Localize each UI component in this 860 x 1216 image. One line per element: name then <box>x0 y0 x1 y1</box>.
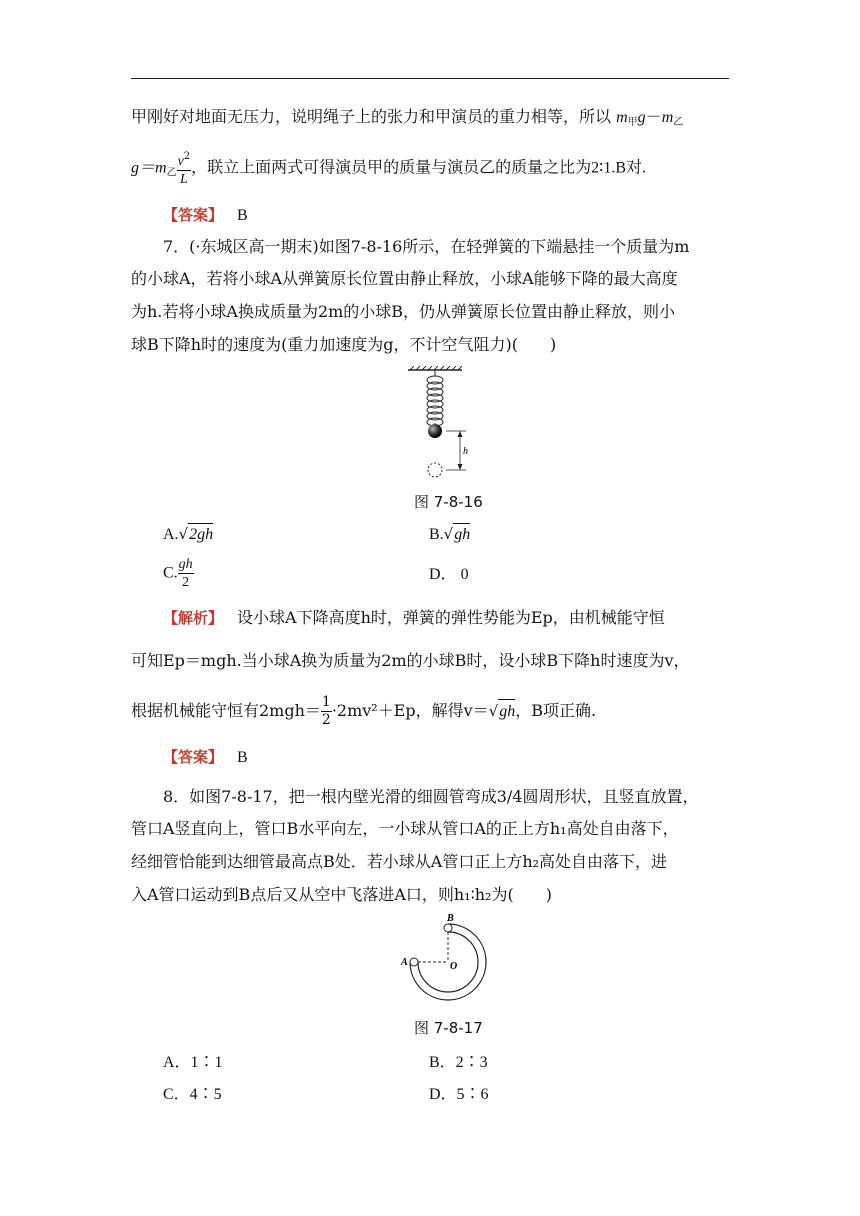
q7-answer: 【答案】 B <box>163 748 248 766</box>
q8-line-3: 经细管恰能到达细管最高点B处．若小球从A管口正上方h₂高处自由落下，进 <box>131 852 668 871</box>
q8-option-a: A．1∶1 <box>163 1054 223 1071</box>
tube-figure <box>398 912 498 1004</box>
q7-line-4: 球B下降h时的速度为(重力加速度为g，不计空气阻力)( ) <box>131 335 557 354</box>
v-squared-over-l: $\frac{v^2}{L}$ <box>177 148 192 188</box>
q8-line-1: 8．如图7-8-17，把一根内壁光滑的细圆管弯成3/4圆周形状，且竖直放置， <box>163 787 699 806</box>
q8-option-c: C．4∶5 <box>163 1086 222 1103</box>
q7-option-c: C. $\frac{gh}{2}$ <box>163 557 193 590</box>
figure-7-8-16-caption: 图 7-8-16 <box>414 493 483 511</box>
prev-answer: 【答案】 B <box>163 206 248 224</box>
prev-solution-line-2: $g=m_乙$ $\frac{v^2}{L}$ ，联立上面两式可得演员甲的质量与演员乙的质量之比为2∶1.B对. <box>131 148 731 188</box>
q8-option-b: B．2∶3 <box>429 1054 488 1071</box>
q7-option-a: A.√2gh <box>163 523 213 546</box>
label-o: O <box>450 961 458 972</box>
q7-option-b: B.√gh <box>429 523 470 546</box>
q7-line-3: 为h.若将小球A换成质量为2m的小球B，仍从弹簧原长位置由静止释放，则小 <box>131 302 676 321</box>
q8-line-4: 入A管口运动到B点后又从空中飞落进A口，则h₁∶h₂为( ) <box>131 885 552 904</box>
q7-analysis-line-1: 【解析】 设小球A下降高度h时，弹簧的弹性势能为Ep，由机械能守恒 <box>163 608 665 627</box>
prev-solution-line-1: 甲刚好对地面无压力，说明绳子上的张力和甲演员的重力相等，所以 $m_甲g-m_乙$ <box>131 107 684 128</box>
label-a: A <box>401 957 408 968</box>
q8-option-d: D．5∶6 <box>429 1086 489 1103</box>
q7-analysis-line-3: 根据机械能守恒有2mgh＝ $\frac{1}{2}$ ·2mv²＋Ep，解得v＝√gh，B项正确. <box>131 694 597 728</box>
q7-line-1: 7．(·东城区高一期末)如图7-8-16所示，在轻弹簧的下端悬挂一个质量为m <box>163 237 690 256</box>
spring-figure <box>400 366 490 482</box>
q7-analysis-line-2: 可知Ep＝mgh.当小球A换为质量为2m的小球B时，设小球B下降h时速度为v， <box>131 651 690 670</box>
header-rule <box>131 78 729 79</box>
figure-h-label: h <box>463 446 468 457</box>
q7-line-2: 的小球A，若将小球A从弹簧原长位置由静止释放，小球A能够下降的最大高度 <box>131 269 678 288</box>
q7-option-d: D． 0 <box>429 566 469 583</box>
q8-line-2: 管口A竖直向上，管口B水平向左，一小球从管口A的正上方h₁高处自由落下， <box>131 819 679 838</box>
label-b: B <box>447 913 454 924</box>
figure-7-8-17-caption: 图 7-8-17 <box>414 1019 483 1037</box>
